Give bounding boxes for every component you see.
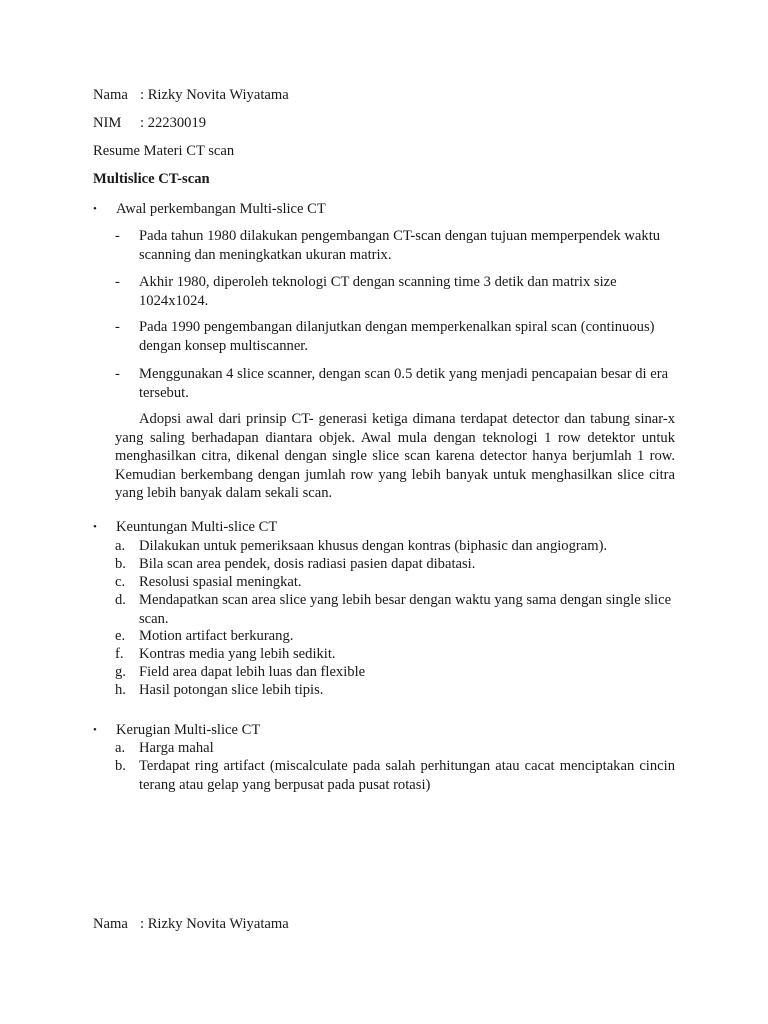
list-marker: b. xyxy=(115,758,126,774)
dash-marker: - xyxy=(115,366,120,382)
nim-value: : 22230019 xyxy=(140,115,207,131)
bullet-icon: • xyxy=(93,724,97,736)
list-item xyxy=(115,227,675,264)
list-item-text: Mendapatkan scan area slice yang lebih besar dengan waktu yang sama dengan single slice scan. xyxy=(139,592,672,627)
list-item-text: Resolusi spasial meningkat. xyxy=(139,574,302,590)
list-item-text: Kontras media yang lebih sedikit. xyxy=(139,646,336,662)
dash-marker: - xyxy=(115,319,120,335)
list-marker: a. xyxy=(115,538,126,554)
bullet-icon: • xyxy=(93,203,97,215)
list-item xyxy=(115,273,675,310)
name-value: : Rizky Novita Wiyatama xyxy=(140,87,289,103)
list-marker: f. xyxy=(115,646,124,662)
list-item-text: Pada 1990 pengembangan dilanjutkan dengan memperkenalkan spiral scan (continuous) dengan konsep multiscanner. xyxy=(139,319,655,354)
section-heading-keuntungan xyxy=(93,518,277,537)
list-item xyxy=(115,555,675,574)
list-item-text: Menggunakan 4 slice scanner, dengan scan 0.5 detik yang menjadi pencapaian besar di era tersebut. xyxy=(139,366,669,401)
list-item xyxy=(115,318,675,355)
dash-marker: - xyxy=(115,228,120,244)
list-marker: h. xyxy=(115,682,126,698)
list-item xyxy=(115,757,675,794)
list-item xyxy=(115,739,675,758)
list-item xyxy=(115,645,675,664)
section-heading-awal xyxy=(93,200,326,219)
list-item-text: Akhir 1980, diperoleh teknologi CT dengan scanning time 3 detik dan matrix size 1024x1024. xyxy=(139,274,617,309)
name-value: : Rizky Novita Wiyatama xyxy=(140,916,289,932)
list-item-text: Motion artifact berkurang. xyxy=(139,628,294,644)
list-marker: e. xyxy=(115,628,126,644)
list-item xyxy=(115,365,675,402)
name-line-footer xyxy=(93,915,289,934)
document-subtitle: Resume Materi CT scan xyxy=(93,143,235,159)
section-heading-label: Awal perkembangan Multi-slice CT xyxy=(116,201,326,217)
name-line xyxy=(93,86,289,105)
list-item-text: Pada tahun 1980 dilakukan pengembangan CT-scan dengan tujuan memperpendek waktu scanning dan meningkatkan ukuran matrix. xyxy=(139,228,661,263)
section-heading-label: Kerugian Multi-slice CT xyxy=(116,722,261,738)
section-paragraph: Adopsi awal dari prinsip CT- generasi ketiga dimana terdapat detector dan tabung sinar-x yang saling berhadapan diantara objek. Awal mula dengan teknologi 1 row detektor untuk menghasilkan citra, dikenal dengan single slice scan karena detector hanya berjumlah 1 row. Kemudian berkembang dengan jumlah row yang lebih banyak untuk menghasilkan slice citra yang lebih banyak dalam sekali scan. xyxy=(115,411,675,501)
list-item xyxy=(115,681,675,700)
list-item xyxy=(115,537,675,556)
name-label: Nama xyxy=(93,87,128,103)
list-item-text: Field area dapat lebih luas dan flexible xyxy=(139,664,366,680)
list-marker: b. xyxy=(115,556,126,572)
list-item-text: Dilakukan untuk pemeriksaan khusus dengan kontras (biphasic dan angiogram). xyxy=(139,538,608,554)
section-heading-kerugian xyxy=(93,721,260,740)
list-item-text: Bila scan area pendek, dosis radiasi pasien dapat dibatasi. xyxy=(139,556,476,572)
list-item xyxy=(115,591,675,628)
list-marker: a. xyxy=(115,740,126,756)
list-item xyxy=(115,627,675,646)
list-marker: c. xyxy=(115,574,126,590)
name-label: Nama xyxy=(93,916,128,932)
list-marker: g. xyxy=(115,664,126,680)
list-item-text: Harga mahal xyxy=(139,740,214,756)
dash-marker: - xyxy=(115,274,120,290)
list-item xyxy=(115,663,675,682)
section-heading-label: Keuntungan Multi-slice CT xyxy=(116,519,278,535)
list-marker: d. xyxy=(115,592,126,608)
list-item-text: Hasil potongan slice lebih tipis. xyxy=(139,682,324,698)
document-title: Multislice CT-scan xyxy=(93,171,210,187)
bullet-icon: • xyxy=(93,521,97,533)
nim-line xyxy=(93,114,206,133)
nim-label: NIM xyxy=(93,115,122,131)
list-item-text: Terdapat ring artifact (miscalculate pada salah perhitungan atau cacat menciptakan cincin terang atau gelap yang berpusat pada pusat rotasi) xyxy=(139,758,675,793)
list-item xyxy=(115,573,675,592)
